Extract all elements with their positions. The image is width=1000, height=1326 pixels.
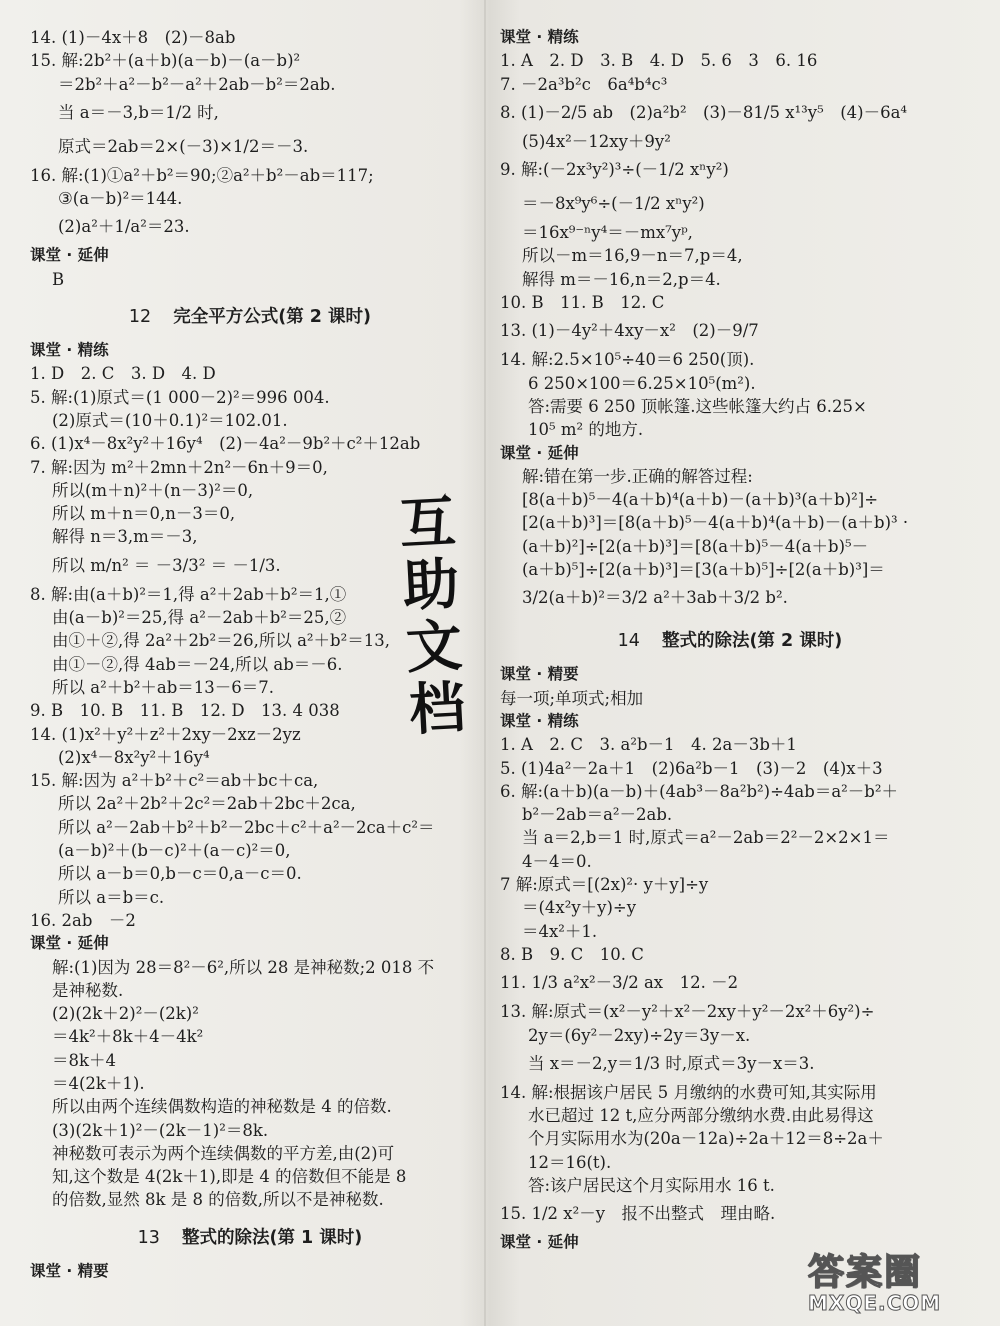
answer-line: 13. 解:原式＝(x²－y²＋x²－2xy＋y²－2x²＋6y²)÷ [500,1002,875,1022]
answer-line: [8(a＋b)⁵－4(a＋b)⁴(a＋b)－(a＋b)³(a＋b)²]÷ [522,490,879,510]
answer-line: 原式＝2ab＝2×(－3)×1/2＝－3. [58,136,309,156]
answer-line: 9. 解:(－2x³y²)³÷(－1/2 xⁿy²) [500,160,729,180]
answer-line: (a＋b)⁵]÷[2(a＋b)³]＝[3(a＋b)⁵]÷[2(a＋b)³]＝ [522,560,885,580]
answer-line: 解:错在第一步.正确的解答过程: [522,466,753,486]
section-number: 12 [128,307,152,328]
answer-line: 6 250×100＝6.25×10⁵(m²). [528,373,756,393]
answer-line: 解得 n＝3,m＝－3, [52,527,198,547]
section-heading: 课堂 · 精练 [30,341,109,360]
answer-line: 8. 解:由(a＋b)²＝1,得 a²＋2ab＋b²＝1,① [30,584,347,604]
answer-line: 7 解:原式＝[(2x)²· y＋y]÷y [500,875,709,895]
answer-line: 5. (1)4a²－2a＋1 (2)6a²b－1 (3)－2 (4)x＋3 [500,758,883,778]
answer-line: (a－b)²＋(b－c)²＋(a－c)²＝0, [58,841,291,861]
answer-line: 是神秘数. [52,980,124,1000]
answer-line: 14. 解:2.5×10⁵÷40＝6 250(顶). [500,350,755,370]
answer-line: (3)(2k＋1)²－(2k－1)²＝8k. [52,1120,269,1140]
answer-line: 所以 a²＋b²＋ab＝13－6＝7. [52,677,275,697]
watermark-logo-text: 答案圈 [808,1252,923,1293]
answer-line: 3/2(a＋b)²＝3/2 a²＋3ab＋3/2 b². [522,588,788,608]
answer-line: 1. A 2. C 3. a²b－1 4. 2a－3b＋1 [500,735,797,755]
answer-line: 6. 解:(a＋b)(a－b)＋(4ab³－8a²b²)÷4ab＝a²－b²＋ [500,781,898,801]
answer-line: 1. A 2. D 3. B 4. D 5. 6 3 6. 16 [500,51,818,71]
section-number: 13 [137,1227,160,1248]
answer-line: b²－2ab＝a²－2ab. [522,805,673,825]
answer-line: 个月实际用水为(20a－12a)÷2a＋12＝8÷2a＋ [528,1129,884,1149]
section-title [500,623,960,659]
answer-line: 所以 m/n² ＝ －3/3² ＝ －1/3. [52,555,281,575]
hand-char: 文 [404,612,464,682]
answer-line: 所以由两个连续偶数构造的神秘数是 4 的倍数. [52,1097,392,1117]
site-watermark [808,1244,994,1322]
answer-line: 每一项;单项式;相加 [500,688,644,708]
answer-line: (2)(2k＋2)²－(2k)² [52,1004,199,1024]
answer-line: 所以 m＋n＝0,n－3＝0, [52,504,236,524]
answer-line: 7. －2a³b²c 6a⁴b⁴c³ [500,74,668,94]
answer-line: 15. 解:2b²＋(a＋b)(a－b)－(a－b)² [30,51,301,71]
answer-line: 10⁵ m² 的地方. [528,420,644,440]
answer-line: 16. 2ab －2 [30,910,136,930]
answer-line: 所以－m＝16,9－n＝7,p＝4, [522,246,743,266]
answer-line: 2y＝(6y²－2xy)÷2y＝3y－x. [528,1025,751,1045]
answer-line: 水已超过 12 t,应分两部分缴纳水费.由此易得这 [528,1106,874,1126]
answer-line: 9. B 10. B 11. B 12. D 13. 4 038 [30,701,340,721]
section-title-text: 整式的除法(第 2 课时) [661,631,843,652]
answer-line: ＝－8x⁹y⁶÷(－1/2 xⁿy²) [522,194,705,214]
answer-line: 12＝16(t). [528,1152,612,1172]
answer-line: (a＋b)²]÷[2(a＋b)³]＝[8(a＋b)⁵－4(a＋b)⁵－ [522,536,869,556]
answer-line: 4－4＝0. [522,851,592,871]
answer-line: B [52,269,65,289]
answer-line: 1. D 2. C 3. D 4. D [30,364,216,384]
answer-line: 14. (1)－4x＋8 (2)－8ab [30,28,236,47]
answer-line: 当 a＝－3,b＝1/2 时, [58,102,219,122]
answer-line: 8. (1)－2/5 ab (2)a²b² (3)－81/5 x¹³y⁵ (4)－6a⁴ [500,102,908,122]
answer-line: 15. 解:因为 a²＋b²＋c²＝ab＋bc＋ca, [30,771,319,791]
section-heading: 课堂 · 精练 [500,711,579,730]
answer-line: 14. 解:根据该户居民 5 月缴纳的水费可知,其实际用 [500,1082,877,1102]
answer-line: 所以 2a²＋2b²＋2c²＝2ab＋2bc＋2ca, [58,794,356,814]
answer-line: ＝16x⁹⁻ⁿy⁴＝－mx⁷yᵖ, [522,223,693,243]
answer-line: 当 a＝2,b＝1 时,原式＝a²－2ab＝2²－2×2×1＝ [522,828,890,848]
section-heading: 课堂 · 延伸 [30,934,109,953]
handwritten-note [384,490,482,742]
section-heading: 课堂 · 精练 [500,28,579,46]
answer-line: ＝4k²＋8k＋4－4k² [52,1027,204,1047]
answer-line: ＝4(2k＋1). [52,1073,145,1093]
answer-line: 解得 m＝－16,n＝2,p＝4. [522,269,721,289]
answer-line: 11. 1/3 a²x²－3/2 ax 12. －2 [500,973,739,993]
answer-line: 答:该户居民这个月实际用水 16 t. [528,1175,775,1195]
answer-line: 13. (1)－4y²＋4xy－x² (2)－9/7 [500,321,759,341]
answer-line: 14. (1)x²＋y²＋z²＋2xy－2xz－2yz [30,724,301,744]
page-fold [484,0,486,1326]
answer-line: 所以 a－b＝0,b－c＝0,a－c＝0. [58,864,302,884]
section-heading: 课堂 · 延伸 [30,246,109,265]
answer-line: 所以 a²－2ab＋b²＋b²－2bc＋c²＋a²－2ca＋c²＝ [58,817,435,837]
answer-line: 当 x＝－2,y＝1/3 时,原式＝3y－x＝3. [528,1053,815,1073]
section-heading: 课堂 · 精要 [30,1261,109,1280]
answer-line: 16. 解:(1)①a²＋b²＝90;②a²＋b²－ab＝117; [30,165,374,185]
answer-line: ＝8k＋4 [52,1050,116,1070]
answer-line: 10. B 11. B 12. C [500,293,665,313]
answer-line: 6. (1)x⁴－8x²y²＋16y⁴ (2)－4a²－9b²＋c²＋12ab [30,434,421,454]
answer-line: 15. 1/2 x²－y 报不出整式 理由略. [500,1204,776,1224]
section-title-text: 完全平方公式(第 2 课时) [173,307,372,328]
section-heading: 课堂 · 延伸 [500,443,579,462]
answer-line: 由(a－b)²＝25,得 a²－2ab＋b²＝25,② [52,608,347,628]
section-heading: 课堂 · 延伸 [500,1233,579,1252]
answer-line: 解:(1)因为 28＝8²－6²,所以 28 是神秘数;2 018 不 [52,957,435,977]
answer-line: (2)原式＝(10＋0.1)²＝102.01. [52,410,288,430]
answer-line: 的倍数,显然 8k 是 8 的倍数,所以不是神秘数. [52,1190,384,1210]
answer-line: 所以(m＋n)²＋(n－3)²＝0, [52,480,254,500]
watermark-url: MXQE.COM [808,1291,942,1315]
answer-line: ③(a－b)²＝144. [58,189,183,209]
answer-line: 由①＋②,得 2a²＋2b²＝26,所以 a²＋b²＝13, [52,631,390,651]
answer-line: 所以 a＝b＝c. [58,887,165,907]
answer-line: 神秘数可表示为两个连续偶数的平方差,由(2)可 [52,1143,395,1163]
answer-line: 答:需要 6 250 顶帐篷.这些帐篷大约占 6.25× [528,396,867,416]
answer-line: ＝4x²＋1. [522,921,598,941]
answer-line: 知,这个数是 4(2k＋1),即是 4 的倍数但不能是 8 [52,1167,407,1187]
section-title [30,299,470,335]
answer-line: [2(a＋b)³]＝[8(a＋b)⁵－4(a＋b)⁴(a＋b)－(a＋b)³ · [522,513,909,533]
answer-line: ＝2b²＋a²－b²－a²＋2ab－b²＝2ab. [58,74,336,94]
hand-char: 助 [401,550,461,620]
section-title-text: 整式的除法(第 1 课时) [181,1227,363,1248]
answer-line: ＝(4x²y＋y)÷y [522,898,637,918]
hand-char: 档 [407,674,468,744]
answer-line: 7. 解:因为 m²＋2mn＋2n²－6n＋9＝0, [30,457,328,477]
section-heading: 课堂 · 精要 [500,665,579,684]
right-column [500,26,960,1255]
section-title [30,1220,470,1256]
answer-line: 5. 解:(1)原式＝(1 000－2)²＝996 004. [30,387,330,407]
section-number: 14 [617,631,640,652]
hand-char: 互 [397,488,458,558]
answer-line: 由①－②,得 4ab＝－24,所以 ab＝－6. [52,654,343,674]
answer-line: (2)a²＋1/a²＝23. [58,217,190,237]
answer-line: (2)x⁴－8x²y²＋16y⁴ [58,747,210,767]
answer-line: 8. B 9. C 10. C [500,944,644,964]
answer-line: (5)4x²－12xy＋9y² [522,131,671,151]
